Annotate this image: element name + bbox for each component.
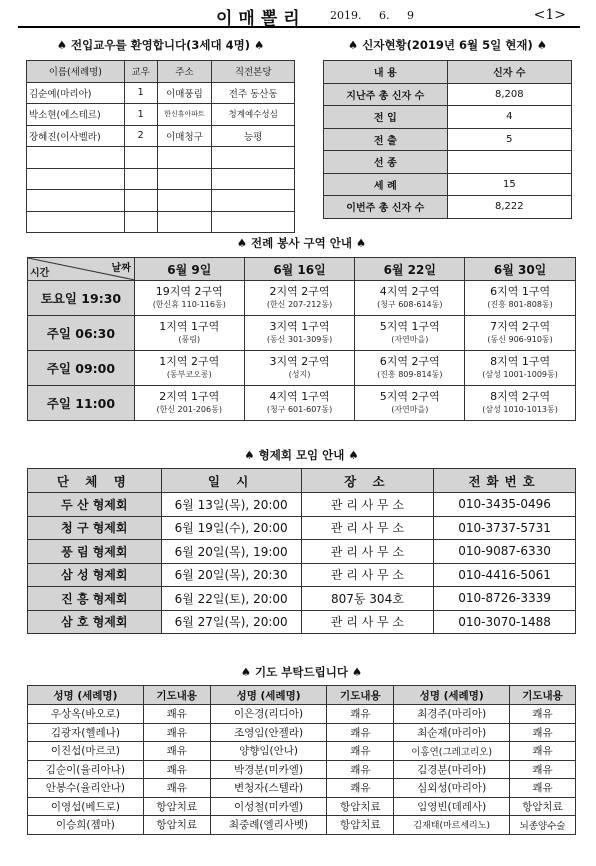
person-name: 최순재(마리아): [394, 723, 510, 742]
schedule-cell: [355, 386, 465, 421]
prayer-intention: 뇌종양수술: [510, 816, 576, 835]
empty-cell: [27, 147, 125, 169]
person-name: 박경분(미카엘): [210, 760, 327, 779]
schedule-cell: [134, 386, 244, 421]
page-number: <1>: [533, 7, 566, 23]
meeting-place: 관 리 사 무 소: [301, 610, 434, 634]
meeting-place: 807동 304호: [301, 587, 434, 611]
mass-time: 토요일 19:30: [28, 281, 135, 316]
person-name: 조영임(안젤라): [210, 723, 327, 742]
area-label: 8지역 1구역: [490, 355, 551, 368]
table-row: [28, 742, 576, 761]
meeting-datetime: 6월 20일(목), 19:00: [161, 540, 301, 564]
member-address: 한신휴아파트: [157, 104, 212, 126]
status-section-title: ♠ 신자현황(2019년 6월 5일 현재) ♠: [347, 38, 548, 52]
area-detail: (삼성 1001-1009동): [482, 370, 558, 379]
table-row: [28, 723, 576, 742]
prayer-intention: 쾌유: [327, 705, 394, 724]
meeting-datetime: 6월 13일(목), 20:00: [161, 493, 301, 517]
meeting-header-row: [28, 469, 576, 493]
empty-cell: [212, 147, 295, 169]
empty-cell: [27, 168, 125, 190]
table-row: [28, 587, 576, 611]
area-detail: (동신 301-309동): [266, 335, 333, 344]
phone-number: 010-4416-5061: [434, 563, 576, 587]
status-value: 4: [447, 106, 571, 129]
member-prev-parish: 능평: [212, 125, 295, 147]
member-name: 김순예(마리아): [27, 82, 125, 104]
header-name: 성명 (세례명): [28, 686, 144, 705]
prayer-intention: 쾌유: [510, 705, 576, 724]
mass-time: 주일 11:00: [28, 386, 135, 421]
table-row: [28, 316, 576, 351]
header-content: 내 용: [324, 61, 448, 84]
area-label: 5지역 2구역: [379, 390, 440, 403]
welcome-header-row: [27, 61, 295, 83]
meeting-place: 관 리 사 무 소: [301, 563, 434, 587]
meeting-datetime: 6월 20일(목), 20:30: [161, 563, 301, 587]
area-label: 4지역 1구역: [269, 390, 330, 403]
area-label: 1지역 2구역: [159, 355, 220, 368]
table-row: [324, 173, 572, 196]
status-value: 8,208: [447, 83, 571, 106]
schedule-cell: [465, 281, 576, 316]
header-intention: 기도내용: [510, 686, 576, 705]
person-name: 김순이(율리아나): [28, 760, 144, 779]
header-member-count: 신자 수: [447, 61, 571, 84]
schedule-cell: [465, 386, 576, 421]
empty-cell: [212, 211, 295, 233]
area-detail: (한신휴 110-116동): [152, 300, 226, 309]
table-row: [28, 516, 576, 540]
date-header: 6월 30일: [465, 258, 576, 281]
prayer-intention: 쾌유: [510, 742, 576, 761]
empty-cell: [157, 190, 212, 212]
header-place: 장 소: [301, 469, 434, 493]
meetings-section-title: ♠ 형제회 모임 안내 ♠: [244, 448, 359, 462]
corner-date-label: 날짜: [111, 263, 131, 274]
group-name: 삼 호 형제회: [28, 610, 162, 634]
person-name: 양향임(안나): [210, 742, 327, 761]
phone-number: 010-3435-0496: [434, 493, 576, 517]
prayer-intention: 쾌유: [510, 760, 576, 779]
group-name: 삼 성 형제회: [28, 563, 162, 587]
empty-cell: [124, 147, 157, 169]
date-header: 6월 22일: [355, 258, 465, 281]
meeting-datetime: 6월 22일(토), 20:00: [161, 587, 301, 611]
status-label: 이번주 총 신자 수: [324, 196, 448, 219]
status-value: 5: [447, 128, 571, 151]
schedule-cell: [244, 351, 355, 386]
status-label: 선 종: [324, 151, 448, 174]
area-label: 2지역 1구역: [159, 390, 220, 403]
prayer-intention: 쾌유: [510, 723, 576, 742]
prayer-intention: 쾌유: [327, 723, 394, 742]
member-name: 장혜진(이사벨라): [27, 125, 125, 147]
prayer-intention: 쾌유: [143, 705, 210, 724]
issue-date: 2019. 6. 9: [330, 9, 414, 22]
empty-cell: [124, 211, 157, 233]
table-row: [28, 351, 576, 386]
table-row: [28, 816, 576, 835]
group-name: 청 구 형제회: [28, 516, 162, 540]
corner-cell: [28, 258, 135, 281]
member-name: 박소현(에스테르): [27, 104, 125, 126]
empty-cell: [157, 168, 212, 190]
phone-number: 010-3737-5731: [434, 516, 576, 540]
area-label: 19지역 2구역: [155, 285, 223, 298]
prayer-intention: 쾌유: [510, 779, 576, 798]
schedule-header-row: [28, 258, 576, 281]
area-label: 4지역 2구역: [379, 285, 440, 298]
member-prev-parish: 전주 동산동: [212, 82, 295, 104]
person-name: 우상옥(바오로): [28, 705, 144, 724]
member-count: 1: [124, 82, 157, 104]
person-name: 최경주(마리아): [394, 705, 510, 724]
status-label: 지난주 총 신자 수: [324, 83, 448, 106]
area-detail: (한신 207-212동): [266, 300, 333, 309]
status-label: 전 입: [324, 106, 448, 129]
meeting-datetime: 6월 19일(수), 20:00: [161, 516, 301, 540]
person-name: 김광자(헬레나): [28, 723, 144, 742]
header-name: 성명 (세례명): [394, 686, 510, 705]
header-address: 주소: [157, 61, 212, 83]
prayer-header-row: [28, 686, 576, 705]
meeting-place: 관 리 사 무 소: [301, 540, 434, 564]
schedule-cell: [134, 316, 244, 351]
member-address: 이매풍림: [157, 82, 212, 104]
schedule-cell: [355, 316, 465, 351]
parish-status-table: [323, 60, 572, 219]
table-row: [28, 281, 576, 316]
area-detail: (자연마을): [391, 335, 429, 344]
schedule-cell: [465, 316, 576, 351]
header-count: 교우: [124, 61, 157, 83]
area-label: 6지역 2구역: [379, 355, 440, 368]
schedule-cell: [134, 351, 244, 386]
table-row: [324, 83, 572, 106]
schedule-cell: [244, 281, 355, 316]
area-detail: (진흥 809-814동): [377, 370, 443, 379]
phone-number: 010-3070-1488: [434, 610, 576, 634]
prayer-intention: 쾌유: [143, 779, 210, 798]
area-detail: (동신 906-910동): [487, 335, 553, 344]
area-label: 8지역 2구역: [490, 390, 551, 403]
schedule-section-title: ♠ 전례 봉사 구역 안내 ♠: [236, 236, 367, 250]
table-row: [324, 106, 572, 129]
prayer-intention: 항암치료: [143, 797, 210, 816]
status-label: 세 례: [324, 173, 448, 196]
meeting-datetime: 6월 27일(목), 20:00: [161, 610, 301, 634]
person-name: 이홍연(그레고리오): [394, 742, 510, 761]
table-row: [27, 125, 295, 147]
person-name: 이진섭(마르코): [28, 742, 144, 761]
prayer-intention: 쾌유: [143, 760, 210, 779]
meeting-place: 관 리 사 무 소: [301, 516, 434, 540]
phone-number: 010-8726-3339: [434, 587, 576, 611]
area-detail: (한신 201-206동): [156, 405, 222, 414]
header-prev-parish: 직전본당: [212, 61, 295, 83]
person-name: 심외성(마리아): [394, 779, 510, 798]
phone-number: 010-9087-6330: [434, 540, 576, 564]
table-row: [28, 563, 576, 587]
table-row: [28, 760, 576, 779]
empty-cell: [157, 147, 212, 169]
person-name: 최중례(엘리사벳): [210, 816, 327, 835]
schedule-cell: [134, 281, 244, 316]
schedule-cell: [355, 351, 465, 386]
area-detail: (자연마을): [391, 405, 429, 414]
date-header: 6월 9일: [134, 258, 244, 281]
person-name: 이승희(젬마): [28, 816, 144, 835]
person-name: 김경분(마리아): [394, 760, 510, 779]
empty-cell: [212, 168, 295, 190]
table-row: [28, 779, 576, 798]
area-label: 2지역 2구역: [269, 285, 330, 298]
area-detail: (풍림): [178, 335, 201, 344]
area-label: 3지역 2구역: [269, 355, 330, 368]
table-row: [28, 610, 576, 634]
prayer-intention: 쾌유: [327, 760, 394, 779]
area-detail: (청구 608-614동): [377, 300, 443, 309]
area-detail: (청구 601-607동): [266, 405, 333, 414]
liturgy-schedule-table: [27, 257, 576, 421]
welcome-section-title: ♠ 전입교우를 환영합니다(3세대 4명) ♠: [56, 38, 265, 52]
status-value: 15: [447, 173, 571, 196]
schedule-cell: [355, 281, 465, 316]
empty-cell: [212, 190, 295, 212]
empty-cell: [27, 211, 125, 233]
prayer-intention: 쾌유: [327, 779, 394, 798]
prayer-request-table: [27, 685, 576, 835]
person-name: 김재태(마르세리노): [394, 816, 510, 835]
table-row: [27, 104, 295, 126]
area-detail: (삼성 1010-1013동): [482, 405, 558, 414]
empty-cell: [124, 190, 157, 212]
status-header-row: [324, 61, 572, 84]
empty-cell: [124, 168, 157, 190]
header-phone: 전화번호: [434, 469, 576, 493]
table-row: [27, 82, 295, 104]
prayer-section-title: ♠ 기도 부탁드립니다 ♠: [240, 665, 363, 679]
person-name: 이영섭(베드로): [28, 797, 144, 816]
prayer-intention: 항암치료: [510, 797, 576, 816]
area-detail: (진흥 801-808동): [487, 300, 553, 309]
table-row: [27, 168, 295, 190]
group-name: 두 산 형제회: [28, 493, 162, 517]
area-label: 7지역 2구역: [490, 320, 551, 333]
header-intention: 기도내용: [327, 686, 394, 705]
table-row: [27, 190, 295, 212]
schedule-cell: [244, 316, 355, 351]
member-prev-parish: 청계예수성심: [212, 104, 295, 126]
masthead: [18, 4, 580, 28]
person-name: 이은경(리디아): [210, 705, 327, 724]
corner-time-label: 시간: [30, 268, 50, 279]
header-intention: 기도내용: [143, 686, 210, 705]
table-row: [27, 147, 295, 169]
area-detail: (성지): [288, 370, 311, 379]
table-row: [28, 705, 576, 724]
table-row: [324, 128, 572, 151]
person-name: 변청자(스텔라): [210, 779, 327, 798]
person-name: 이성철(미카엘): [210, 797, 327, 816]
date-header: 6월 16일: [244, 258, 355, 281]
person-name: 임영빈(데레사): [394, 797, 510, 816]
table-row: [28, 797, 576, 816]
area-label: 5지역 1구역: [379, 320, 440, 333]
header-name: 이름(세례명): [27, 61, 125, 83]
empty-cell: [157, 211, 212, 233]
table-row: [28, 540, 576, 564]
prayer-intention: 쾌유: [143, 723, 210, 742]
prayer-intention: 쾌유: [143, 742, 210, 761]
group-name: 진 흥 형제회: [28, 587, 162, 611]
status-value: [447, 151, 571, 174]
welcome-table: [26, 60, 295, 233]
member-count: 1: [124, 104, 157, 126]
table-row: [27, 211, 295, 233]
table-row: [28, 493, 576, 517]
member-count: 2: [124, 125, 157, 147]
schedule-cell: [465, 351, 576, 386]
prayer-intention: 항암치료: [143, 816, 210, 835]
meeting-place: 관 리 사 무 소: [301, 493, 434, 517]
brotherhood-meeting-table: [27, 468, 576, 634]
person-name: 안봉수(율리안나): [28, 779, 144, 798]
status-value: 8,222: [447, 196, 571, 219]
header-datetime: 일 시: [161, 469, 301, 493]
area-label: 1지역 1구역: [159, 320, 220, 333]
table-row: [324, 151, 572, 174]
schedule-cell: [244, 386, 355, 421]
prayer-intention: 쾌유: [327, 742, 394, 761]
newsletter-title: 이매뽈리: [216, 9, 306, 29]
area-label: 3지역 1구역: [269, 320, 330, 333]
mass-time: 주일 09:00: [28, 351, 135, 386]
empty-cell: [27, 190, 125, 212]
prayer-intention: 항암치료: [327, 816, 394, 835]
mass-time: 주일 06:30: [28, 316, 135, 351]
group-name: 풍 림 형제회: [28, 540, 162, 564]
table-row: [28, 386, 576, 421]
header-name: 성명 (세례명): [210, 686, 327, 705]
table-row: [324, 196, 572, 219]
member-address: 이매청구: [157, 125, 212, 147]
prayer-intention: 항암치료: [327, 797, 394, 816]
header-group: 단 체 명: [28, 469, 162, 493]
area-detail: (동부코오롱): [166, 370, 212, 379]
status-label: 전 출: [324, 128, 448, 151]
area-label: 6지역 1구역: [490, 285, 551, 298]
